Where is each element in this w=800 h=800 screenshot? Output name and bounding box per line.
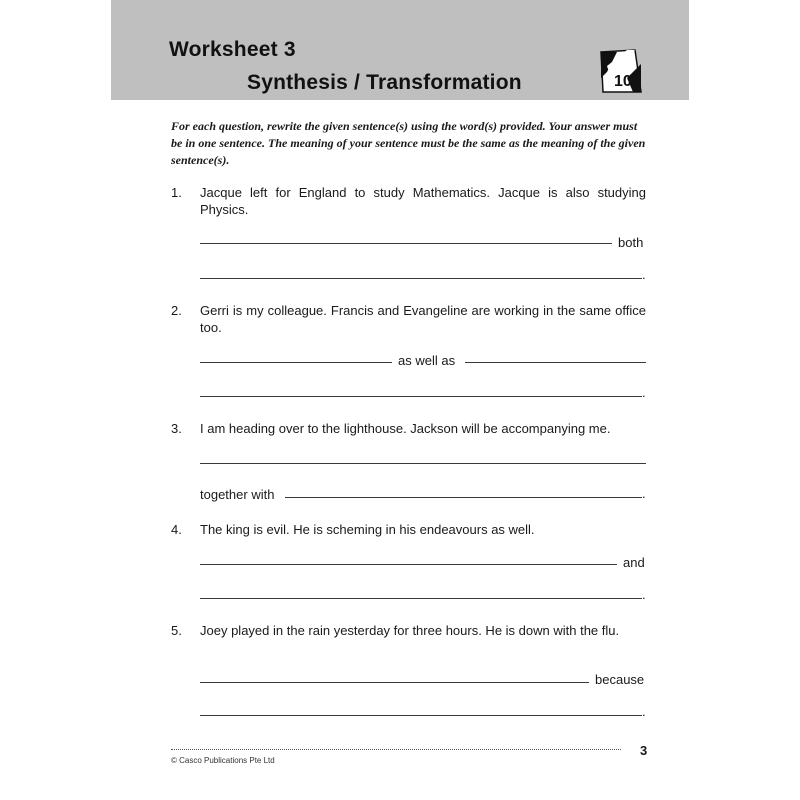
keyword: because — [595, 672, 645, 687]
answer-line[interactable] — [200, 682, 589, 683]
answer-line[interactable] — [200, 362, 392, 363]
answer-line[interactable] — [200, 396, 642, 397]
worksheet-subtitle: Synthesis / Transformation — [247, 71, 522, 94]
question-number: 3. — [171, 421, 182, 436]
instructions: For each question, rewrite the given sentence(s) using the word(s) provided. Your answer must be in one sentence. The meaning of your sentence must be the same as the meaning of the given sentence(s). — [171, 119, 646, 167]
question-number: 1. — [171, 185, 182, 200]
answer-line[interactable] — [200, 278, 642, 279]
keyword: and — [623, 555, 645, 570]
keyword: as well as — [398, 353, 456, 368]
question-text: The king is evil. He is scheming in his endeavours as well. — [200, 522, 535, 537]
full-stop: . — [642, 587, 646, 602]
answer-line[interactable] — [200, 715, 642, 716]
page-number: 3 — [640, 743, 648, 758]
question-text: Jacque left for England to study Mathematics. Jacque is also studying Physics. — [200, 185, 646, 217]
question-number: 4. — [171, 522, 182, 537]
keyword: both — [618, 235, 644, 250]
question-text: I am heading over to the lighthouse. Jackson will be accompanying me. — [200, 421, 611, 436]
worksheet-title: Worksheet 3 — [169, 38, 296, 61]
keyword: together with — [200, 487, 275, 502]
badge-number: 10 — [614, 73, 632, 90]
question-number: 5. — [171, 623, 182, 638]
answer-line[interactable] — [200, 243, 612, 244]
full-stop: . — [642, 704, 646, 719]
answer-line[interactable] — [200, 463, 646, 464]
question-number: 2. — [171, 303, 182, 318]
answer-line[interactable] — [465, 362, 646, 363]
full-stop: . — [642, 385, 646, 400]
worksheet-page — [111, 0, 689, 800]
answer-line[interactable] — [285, 497, 642, 498]
full-stop: . — [642, 486, 646, 501]
answer-line[interactable] — [200, 564, 617, 565]
question-text: Gerri is my colleague. Francis and Evangeline are working in the same office too. — [200, 303, 646, 335]
header-band — [111, 0, 689, 100]
question-text: Joey played in the rain yesterday for three hours. He is down with the flu. — [200, 623, 620, 638]
answer-line[interactable] — [200, 598, 642, 599]
full-stop: . — [642, 267, 646, 282]
footer-divider — [171, 749, 621, 750]
copyright-notice: © Casco Publications Pte Ltd — [171, 756, 275, 765]
worksheet-number-badge — [597, 48, 643, 94]
